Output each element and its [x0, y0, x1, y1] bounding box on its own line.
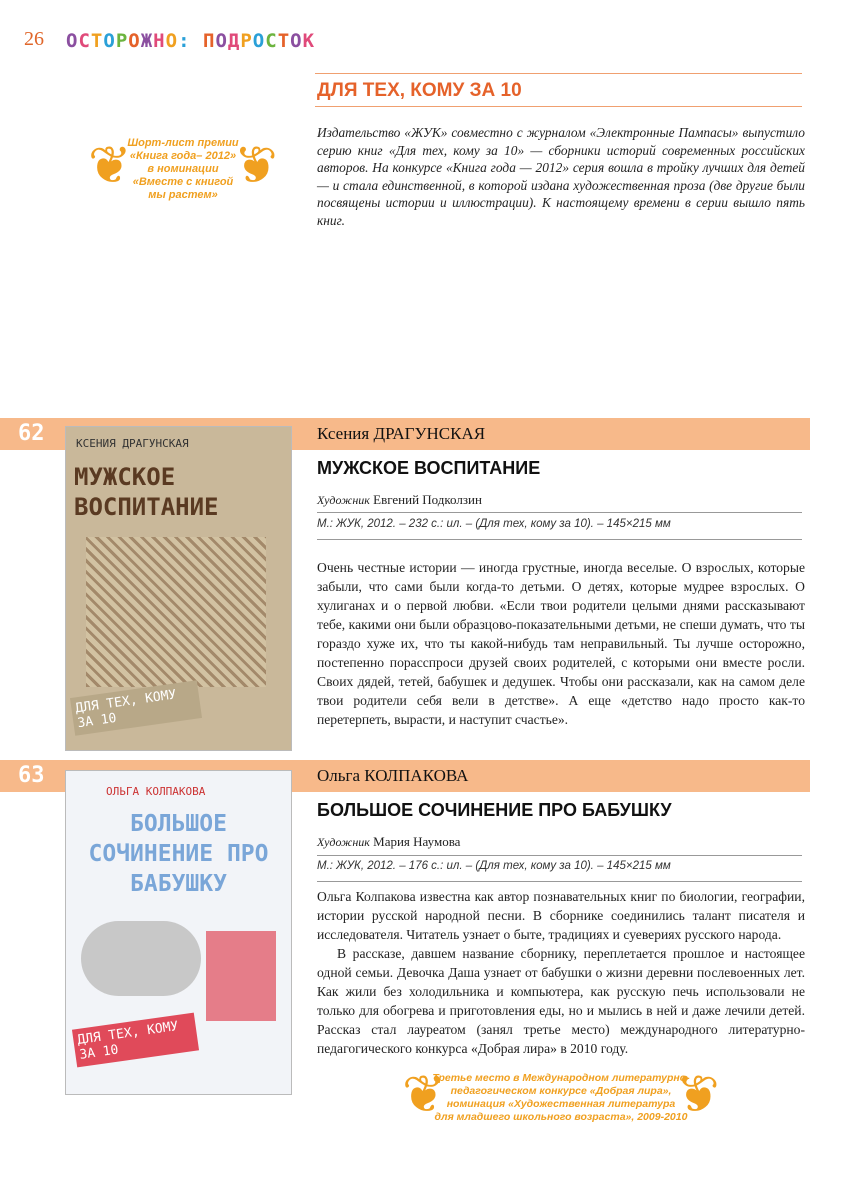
book-cover: [65, 426, 292, 751]
series-letter: Р: [115, 30, 129, 52]
series-letter: О: [290, 30, 303, 52]
book-bibliography: М.: ЖУК, 2012. – 232 с.: ил. – (Для тех, кому за 10). – 145×215 мм: [317, 518, 671, 530]
series-letter: Т: [90, 30, 104, 52]
series-letter: С: [265, 30, 278, 52]
award-line: педагогическом конкурсе «Добрая лира»,: [450, 1085, 672, 1097]
book-illustrator: Художник Евгений Подколзин: [317, 492, 482, 507]
divider: [317, 539, 802, 540]
series-letter: Ж: [140, 30, 154, 52]
divider: [317, 512, 802, 513]
book-title: БОЛЬШОЕ СОЧИНЕНИЕ ПРО БАБУШКУ: [317, 800, 672, 820]
book-description: [317, 887, 805, 1058]
series-letter: П: [202, 30, 216, 52]
award-line: «Вместе с книгой: [132, 176, 234, 188]
cover-series: ДЛЯ ТЕХ, КОМУ ЗА 10: [70, 680, 202, 735]
laurel-right-icon: ❦: [234, 138, 278, 195]
award-line: Шорт-лист премии: [127, 137, 239, 149]
laurel-left-icon: ❦: [88, 138, 132, 195]
book-illustrator: Художник Мария Наумова: [317, 834, 461, 849]
book-title: МУЖСКОЕ ВОСПИТАНИЕ: [317, 458, 541, 478]
cover-series: ДЛЯ ТЕХ, КОМУ ЗА 10: [72, 1013, 199, 1068]
award-line: Третье место в Международном литературно-: [432, 1072, 690, 1084]
book-cover: [65, 770, 292, 1095]
divider: [317, 881, 802, 882]
series-letter: О: [215, 30, 228, 52]
series-letter: С: [78, 30, 91, 52]
paragraph: В рассказе, давшем название сборнику, переплетается прошлое и настоящее одной семьи. Девочка Даша узнает от бабушки о жизни деревни послевоенных лет. Как жили без холодильника и компьютера, как русскую печь использовали не только для обогрева и приготовления еды, но и мылись в ней и даже лечили детей. Рассказ стал лауреатом (занял третье место) международного литературно-педагогического конкурса «Добрая лира» в 2010 году.: [317, 946, 805, 1056]
cover-author: ОЛЬГА КОЛПАКОВА: [106, 785, 206, 798]
series-letter: О: [103, 30, 116, 52]
award-badge: [402, 1064, 720, 1134]
book-number: 62: [18, 421, 45, 446]
series-letter: Д: [227, 30, 241, 52]
laurel-left-icon: ❦: [402, 1067, 446, 1124]
series-letter: Т: [277, 30, 291, 52]
page-number: 26: [24, 28, 44, 50]
divider: [315, 73, 802, 74]
paragraph: Ольга Колпакова известна как автор познавательных книг по биологии, географии, истории русской народной песни. В сборнике соединились талант писателя и исследователя. Читатель узнает о быте, традициях и суевериях русского народа.: [317, 889, 805, 942]
series-letter: [191, 30, 203, 52]
book-description: Очень честные истории — иногда грустные, иногда веселые. О взрослых, которые забыли, что сами были когда-то детьми. О детях, которые мудрее взрослых. О хулиганах и о первой любви. «Если твои родители целыми днями рассказывают тебе, какими они были образцово-показательными детьми, не спеши думать, что ты гораздо хуже их, что ты какой-нибудь там неправильный. Ты лучше осторожно, постепенно порасспроси друзей своих родителей, с которыми они вместе росли. Своих дядей, тетей, бабушек и дедушек. Чтобы они рассказали, как на самом деле твои родители себя вели в детстве». А еще «детство надо просто как-то перетерпеть, вырасти, и наступит счастье».: [317, 560, 805, 727]
book-number: 63: [18, 763, 45, 788]
laurel-right-icon: ❦: [676, 1067, 720, 1124]
series-letter: О: [66, 30, 79, 52]
book-bibliography: М.: ЖУК, 2012. – 176 с.: ил. – (Для тех, кому за 10). – 145×215 мм: [317, 860, 671, 872]
section-title: ДЛЯ ТЕХ, КОМУ ЗА 10: [317, 80, 522, 101]
series-letter: Н: [153, 30, 166, 52]
series-letter: О: [128, 30, 141, 52]
divider: [315, 106, 802, 107]
series-letter: О: [252, 30, 266, 52]
award-badge: [88, 133, 278, 208]
book-author: Ольга КОЛПАКОВА: [317, 766, 469, 785]
series-letter: К: [302, 30, 316, 52]
series-title: [66, 30, 315, 52]
cover-title: БОЛЬШОЕ СОЧИНЕНИЕ ПРО БАБУШКУ: [88, 811, 269, 897]
award-line: номинация «Художественная литература: [446, 1098, 676, 1110]
award-line: в номинации: [147, 163, 219, 175]
series-letter: Р: [240, 30, 253, 52]
cover-jar: [206, 931, 276, 1021]
award-line: мы растем»: [148, 189, 218, 201]
cover-title: МУЖСКОЕ ВОСПИТАНИЕ: [74, 463, 219, 521]
book-author: Ксения ДРАГУНСКАЯ: [317, 424, 486, 443]
series-letter: :: [178, 30, 191, 52]
series-letter: О: [165, 30, 179, 52]
cover-author: КСЕНИЯ ДРАГУНСКАЯ: [76, 437, 189, 450]
cover-illustration: [81, 921, 201, 996]
divider: [317, 855, 802, 856]
cover-illustration: [86, 537, 266, 687]
section-intro: Издательство «ЖУК» совместно с журналом «Электронные Пампасы» выпустило серию книг «Для тех, кому за 10» — сборники историй современных российских авторов. На конкурсе «Книга года — 2012» серия вошла в тройку лучших для детей — и стала единственной, в которой издана художественная проза (две другие были посвящены истории и иллюстрации). К настоящему времени в серии вышло пять книг.: [317, 125, 805, 228]
award-line: для младшего школьного возраста», 2009-2010: [434, 1111, 688, 1123]
award-line: «Книга года– 2012»: [129, 150, 237, 162]
